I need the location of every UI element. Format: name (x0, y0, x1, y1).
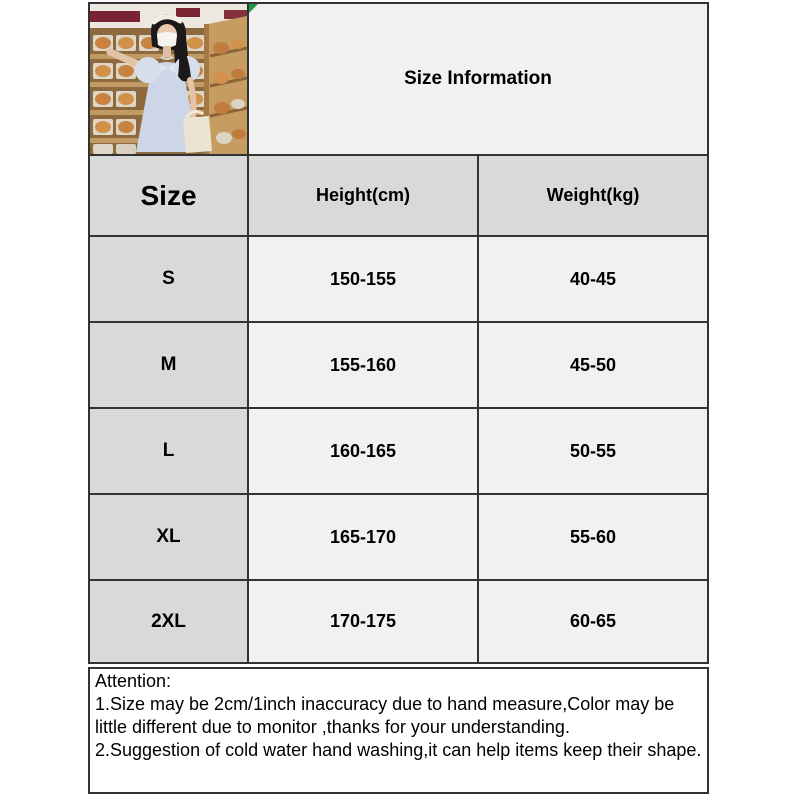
size-table (88, 2, 709, 664)
weight-value-2xl: 60-65 (479, 581, 707, 662)
size-information-title: Size Information (404, 68, 552, 89)
attention-title: Attention: (95, 671, 172, 691)
size-label-l: L (90, 409, 247, 493)
product-photo-illustration (90, 4, 247, 154)
size-label-s: S (90, 237, 247, 321)
weight-value-xl: 55-60 (479, 495, 707, 579)
height-value-xl: 165-170 (249, 495, 477, 579)
size-information-header (249, 4, 707, 154)
size-label-m: M (90, 323, 247, 407)
column-header-size: Size (90, 156, 247, 235)
weight-value-m: 45-50 (479, 323, 707, 407)
attention-note-box (88, 667, 709, 794)
height-value-l: 160-165 (249, 409, 477, 493)
height-value-2xl: 170-175 (249, 581, 477, 662)
green-corner-marker (249, 4, 258, 13)
height-value-m: 155-160 (249, 323, 477, 407)
attention-note-1: 1.Size may be 2cm/1inch inaccuracy due to hand measure,Color may be little different due to monitor ,thanks for your understanding. (95, 694, 675, 737)
column-header-height: Height(cm) (249, 156, 477, 235)
size-label-xl: XL (90, 495, 247, 579)
attention-note-2: 2.Suggestion of cold water hand washing,it can help items keep their shape. (95, 740, 702, 760)
column-header-weight: Weight(kg) (479, 156, 707, 235)
weight-value-l: 50-55 (479, 409, 707, 493)
product-photo (90, 4, 247, 154)
weight-value-s: 40-45 (479, 237, 707, 321)
size-label-2xl: 2XL (90, 581, 247, 662)
height-value-s: 150-155 (249, 237, 477, 321)
